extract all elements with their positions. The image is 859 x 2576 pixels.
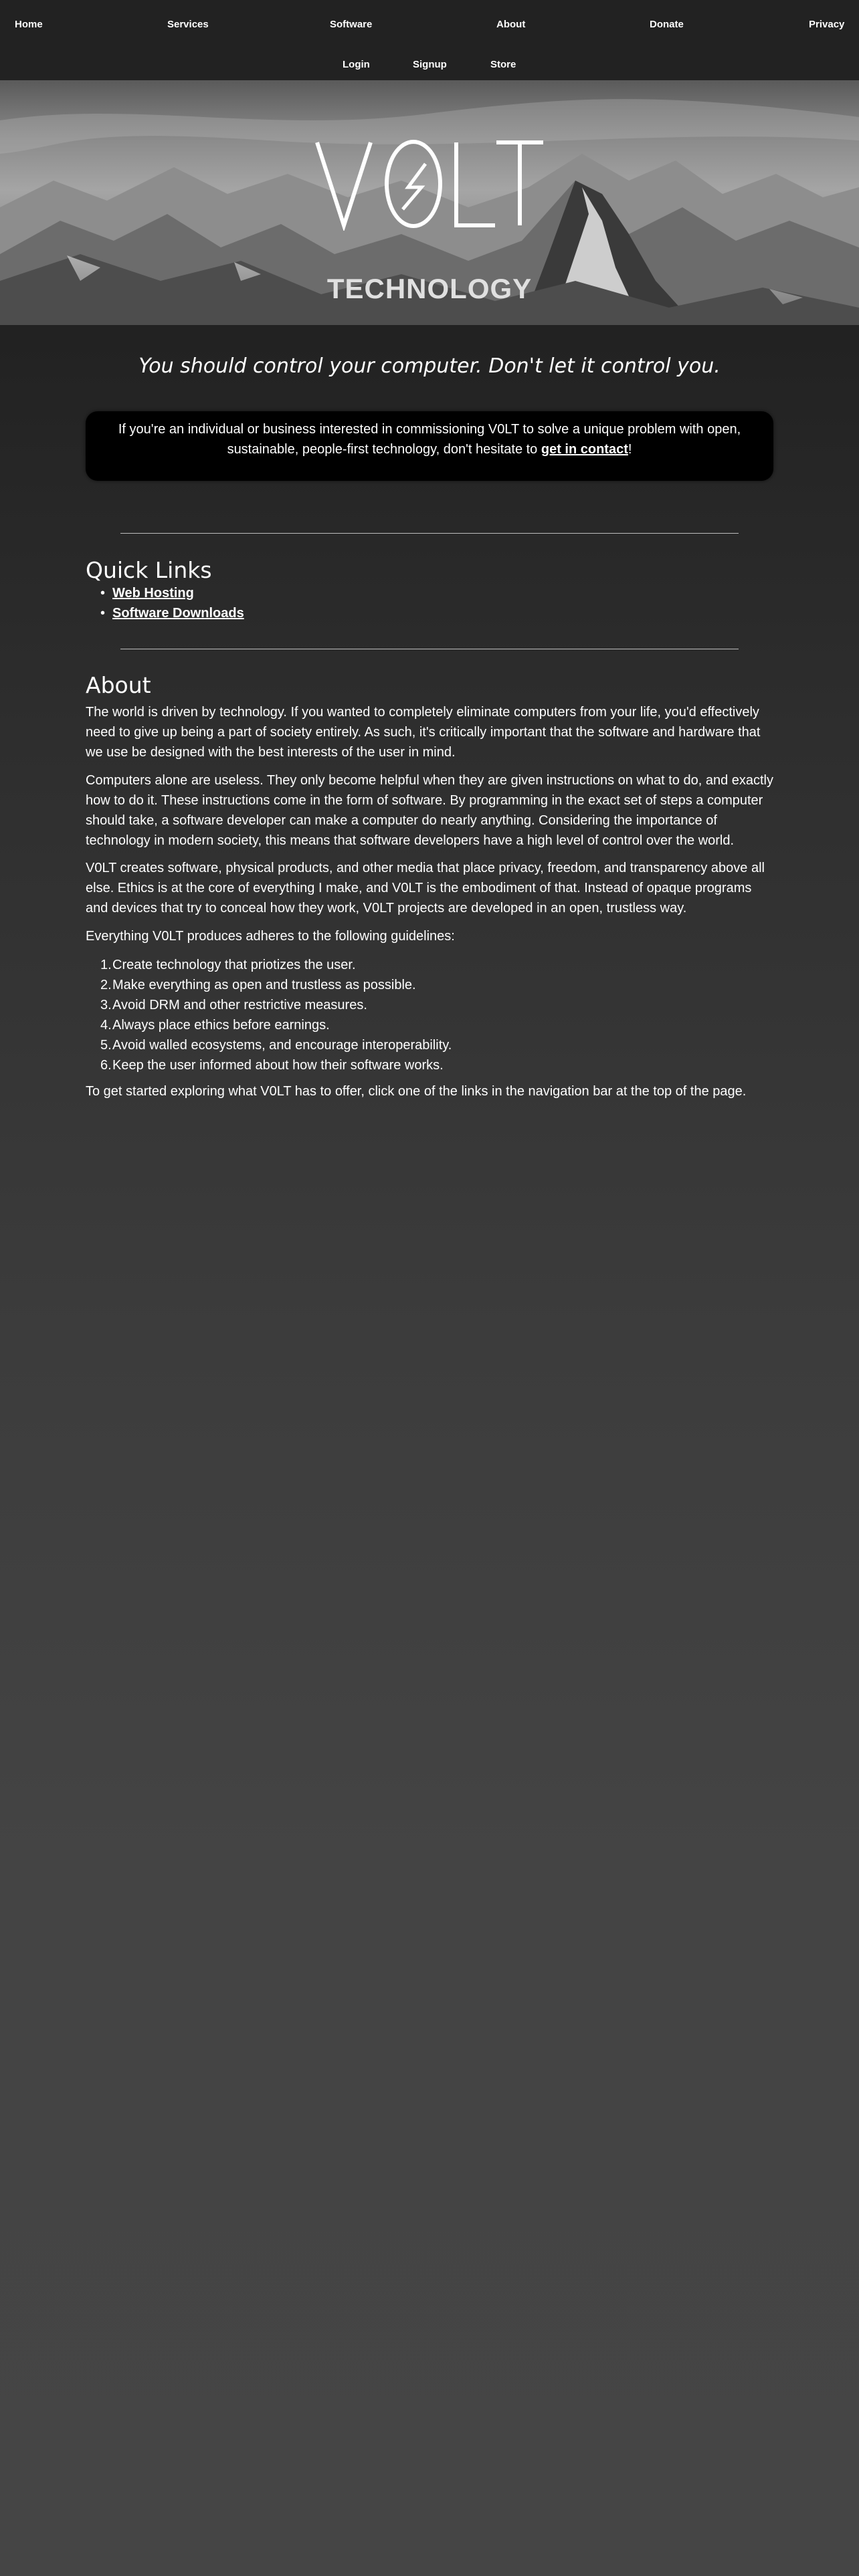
software-downloads-link[interactable]: Software Downloads bbox=[112, 606, 244, 621]
guideline-text: Create technology that priotizes the user. bbox=[112, 958, 356, 972]
guidelines-intro bbox=[86, 926, 775, 946]
callout-text: If you're an individual or business interested in commissioning V0LT to solve a unique problem with open, sustainable, people-first technology, don't hesitate to bbox=[118, 422, 741, 457]
nav-link-software[interactable]: Software bbox=[330, 19, 373, 30]
nav-link-store[interactable]: Store bbox=[490, 59, 516, 70]
top-navigation bbox=[0, 0, 859, 80]
list-item: 3. Avoid DRM and other restrictive measures. bbox=[100, 998, 367, 1012]
list-item: 2. Make everything as open and trustless as possible. bbox=[100, 978, 416, 992]
commission-callout bbox=[86, 411, 773, 481]
about-paragraph-2 bbox=[86, 770, 775, 851]
paragraph-text: Computers alone are useless. They only become helpful when they are given instructions on what to do, and exactly how to do it. These instructions come in the form of software. By programming in the exact set of steps a computer should take, a software developer can make a computer do nearly anything. Considering the importance of technology in modern society, this means that software developers have a high level of control over the world. bbox=[86, 773, 773, 848]
list-item: 6. Keep the user informed about how their software works. bbox=[100, 1058, 444, 1073]
guideline-text: Avoid walled ecosystems, and encourage interoperability. bbox=[112, 1038, 452, 1053]
guideline-text: Keep the user informed about how their software works. bbox=[112, 1058, 444, 1073]
nav-row-primary bbox=[0, 19, 859, 35]
paragraph-text: The world is driven by technology. If you wanted to completely eliminate computers from your life, you'd effectively need to give up being a part of society entirely. As such, it's critically important that the software and hardware that we use be designed with the best interests of the user in mind. bbox=[86, 705, 761, 760]
list-item: 4. Always place ethics before earnings. bbox=[100, 1018, 330, 1033]
about-paragraph-1 bbox=[86, 702, 775, 762]
about-heading: About bbox=[86, 672, 151, 698]
guideline-text: Avoid DRM and other restrictive measures. bbox=[112, 998, 367, 1012]
nav-link-login[interactable]: Login bbox=[343, 59, 370, 70]
nav-link-about[interactable]: About bbox=[496, 19, 526, 30]
list-item bbox=[100, 603, 244, 623]
nav-row-secondary bbox=[0, 59, 859, 75]
nav-link-services[interactable]: Services bbox=[167, 19, 209, 30]
paragraph-text: V0LT creates software, physical products, and other media that place privacy, freedom, and transparency above all else. Ethics is at the core of everything I make, and V0LT is the embodiment of that. Instead of opaque programs and devices that try to conceal how they work, V0LT projects are developed in an open, trustless way. bbox=[86, 861, 765, 916]
closing-paragraph bbox=[86, 1081, 775, 1101]
guideline-text: Make everything as open and trustless as possible. bbox=[112, 978, 416, 992]
quick-links-heading: Quick Links bbox=[86, 557, 212, 583]
technology-wordmark: TECHNOLOGY bbox=[326, 273, 533, 304]
list-item: 1. Create technology that priotizes the user. bbox=[100, 958, 356, 972]
callout-text-end: ! bbox=[628, 442, 632, 457]
about-paragraph-3 bbox=[86, 858, 775, 918]
volt-logo bbox=[314, 137, 545, 304]
guidelines-list bbox=[100, 955, 452, 1075]
guideline-text: Always place ethics before earnings. bbox=[112, 1018, 330, 1033]
nav-link-privacy[interactable]: Privacy bbox=[809, 19, 845, 30]
nav-link-donate[interactable]: Donate bbox=[650, 19, 684, 30]
list-item: 5. Avoid walled ecosystems, and encourage interoperability. bbox=[100, 1038, 452, 1053]
quick-links-list bbox=[100, 583, 244, 623]
paragraph-text: Everything V0LT produces adheres to the following guidelines: bbox=[86, 929, 455, 944]
nav-link-signup[interactable]: Signup bbox=[413, 59, 447, 70]
web-hosting-link[interactable]: Web Hosting bbox=[112, 586, 194, 601]
volt-wordmark bbox=[314, 137, 545, 231]
section-divider bbox=[120, 533, 739, 534]
list-item bbox=[100, 583, 244, 603]
nav-link-home[interactable]: Home bbox=[15, 19, 43, 30]
tagline: You should control your computer. Don't let it control you. bbox=[138, 354, 721, 378]
hero-banner bbox=[0, 80, 859, 325]
paragraph-text: To get started exploring what V0LT has to offer, click one of the links in the navigation bar at the top of the page. bbox=[86, 1084, 747, 1099]
get-in-contact-link[interactable]: get in contact bbox=[541, 442, 628, 457]
